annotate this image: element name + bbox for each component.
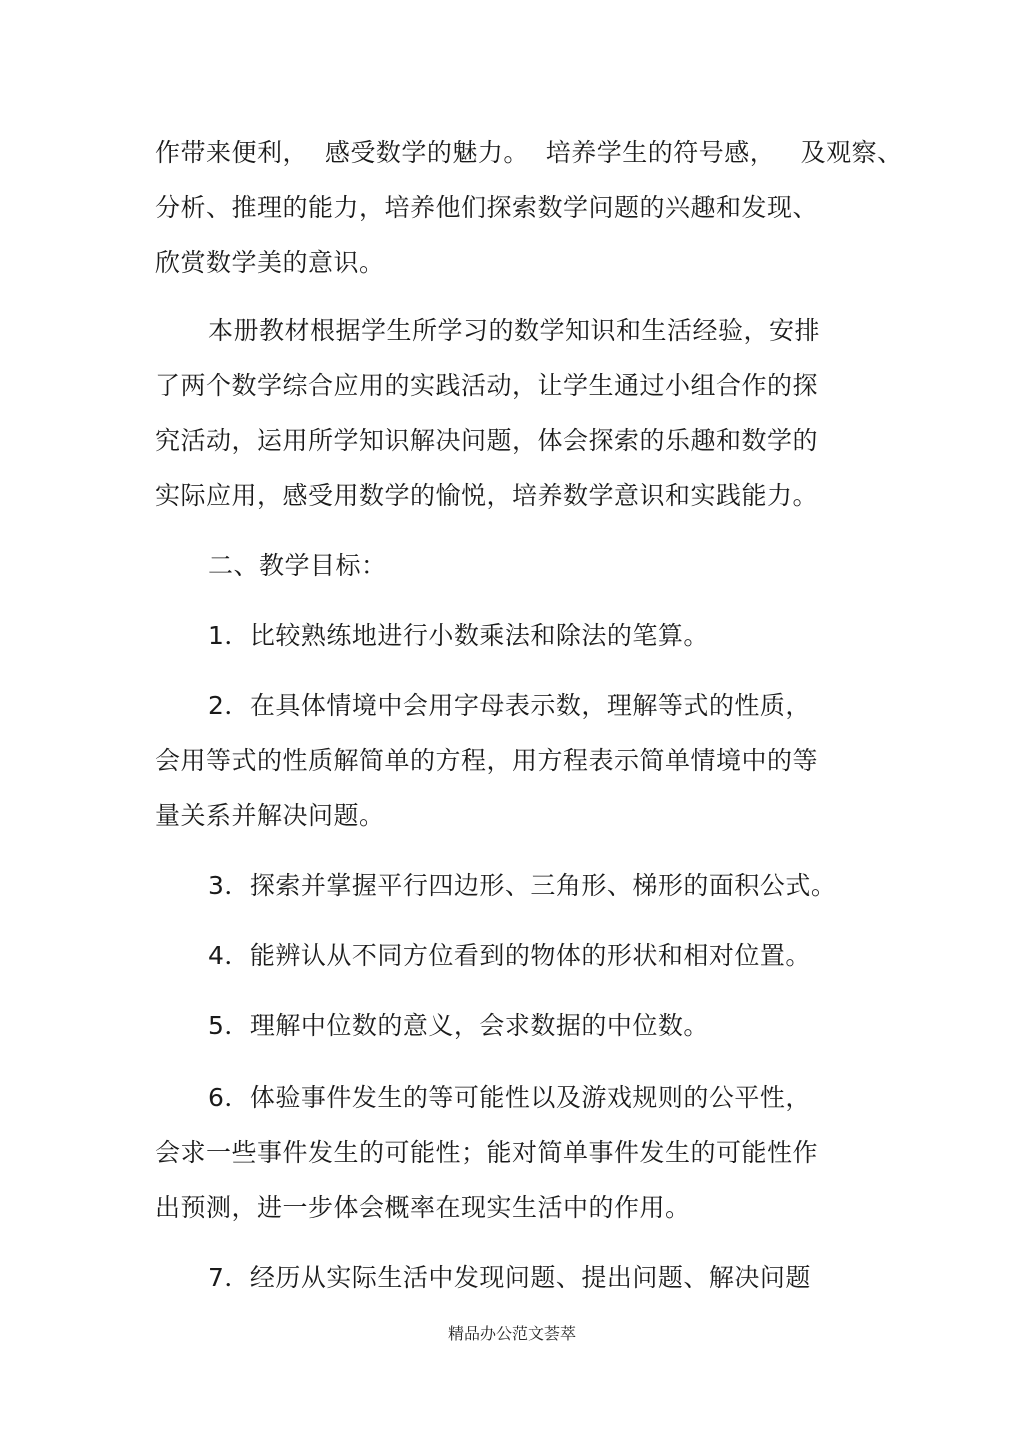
paragraph-line: 会用等式的性质解简单的方程，用方程表示简单情境中的等	[155, 746, 819, 775]
paragraph-line: 实际应用，感受用数学的愉悦，培养数学意识和实践能力。	[155, 481, 819, 510]
goal-item: 6．体验事件发生的等可能性以及游戏规则的公平性，	[208, 1083, 811, 1112]
goal-item: 4．能辨认从不同方位看到的物体的形状和相对位置。	[208, 941, 811, 970]
paragraph-line: 量关系并解决问题。	[155, 801, 385, 830]
goal-item: 1．比较熟练地进行小数乘法和除法的笔算。	[208, 621, 709, 650]
paragraph-line: 了两个数学综合应用的实践活动，让学生通过小组合作的探	[155, 371, 819, 400]
paragraph-line: 出预测，进一步体会概率在现实生活中的作用。	[155, 1193, 691, 1222]
goal-item: 3．探索并掌握平行四边形、三角形、梯形的面积公式。	[208, 871, 837, 900]
paragraph-line: 分析、推理的能力，培养他们探索数学问题的兴趣和发现、	[155, 193, 819, 222]
goal-item: 7．经历从实际生活中发现问题、提出问题、解决问题	[208, 1263, 811, 1292]
paragraph-line: 本册教材根据学生所学习的数学知识和生活经验，安排	[208, 316, 821, 345]
section-heading: 二、教学目标：	[208, 551, 387, 580]
page-footer: 精品办公范文荟萃	[447, 1324, 576, 1343]
paragraph-line: 欣赏数学美的意识。	[155, 248, 385, 277]
paragraph-line: 会求一些事件发生的可能性；能对简单事件发生的可能性作	[155, 1138, 819, 1167]
goal-item: 5．理解中位数的意义，会求数据的中位数。	[208, 1011, 709, 1040]
paragraph-line: 作带来便利， 感受数学的魅力。 培养学生的符号感， 及观察、	[155, 138, 903, 167]
paragraph-line: 究活动，运用所学知识解决问题，体会探索的乐趣和数学的	[155, 426, 819, 455]
goal-item: 2．在具体情境中会用字母表示数，理解等式的性质，	[208, 691, 811, 720]
